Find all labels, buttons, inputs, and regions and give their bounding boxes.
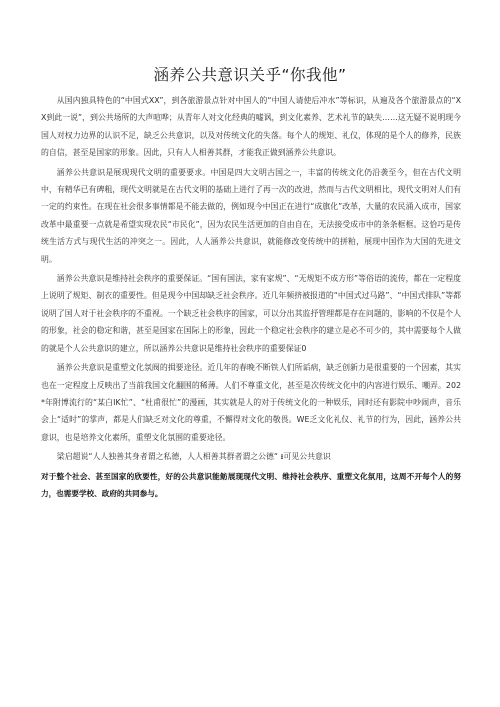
- paragraph-social-order: 涵养公共意识是维持社会秩序的重要保证。“国有国法，家有家规”、“无规矩不成方形”等俗语的流传，都在一定程度上说明了规矩、制衣的重要性。但是现今中国却缺乏社会秩序。近几年频挤被报道的“中国式过马路”、“中国式排队”等都说明了国人对于社会秩序的不重视。一个缺乏社会秩序的国家，可以分出其监抒管理都是存在问题的，影响的不仅是个人的形象，社会的稳定和谐，甚至是国家在国际上的形象，因此一个稳定社会秩序的建立是必不可少的，其中需要每个人做的就是个人公共意识的建立，所以涵养公共意识是维持社会秩序的重要保证0: [41, 274, 461, 353]
- document-title: 涵养公共意识关乎“你我他”: [153, 66, 347, 84]
- paragraph-closing: 对于整个社会、甚至国家的欣要性，好的公共意识能鲂展现现代文明、维持社会秩序、重塑文化氛用，这周不开每个人的努力，也需要学校、政府的共同参与。: [41, 471, 461, 498]
- paragraph-cultural-atmosphere: 涵养公共意识是重塑文化氛阀的揖要途径。近几年的春晚不断铁人们所诟病，缺乏创新力是很重要的一个因素，其实也在一定程度上反映出了当前我国文化翻围的稀薄。人们不尊重文化，甚至是次传统文化中的内容进行娱乐、嘲弄。202*年附博流行的“某白IK忙”、“杜甫很忙”的漫画，其实就是人的对于传统文化的一种娱乐，同时还有影院中吵闹声，音乐会上“适时”的掌声，都是人们缺乏对文化的尊重，不懈得对文化的敬畏。WE乏文化礼仪、礼节的行为，因此，涵养公共意识，也是培养文化素所，重塑文化氛围的重要途径。: [41, 363, 461, 442]
- document-body: [41, 92, 461, 504]
- paragraph-quote: 梁启超说“人人独善其身者谓之私德，人人相善其群者谓之公德“ ᵻ可见公共意识: [56, 452, 331, 462]
- paragraph-intro: 从国内独具特色的“中国式XX”，到各旅游景点针对中国人的“中国人请使后冲水”等标识，从遍及各个旅游景点的“XX到此一说”，到公共场所的大声喧哗；从青年人对文化经典的嘘讽，到文化素养、艺术礼节的缺失……这无疑不说明现今国人对权力边界的认识不足，缺乏公共意识，以及对传统文化的失落。每个人的规矩、礼仪，体现的是个人的修养，民族的自信，甚至是国家的形象。因此，只有人人相善其群，才能我正做到涵养公共意识。: [41, 96, 461, 158]
- paragraph-modern-civilization: 涵养公共意识是展现现代文明的重要要求。中国是四大文明古国之一，丰富的传统文化仍沿袭至今，但在古代文明中，有精华已有碑粗，现代文明就是在古代文明的基础上进行了再一次的改进，然而与古代文明相比，现代文明对人们有一定的约束性。在现在社会很多事情都是不能去做的，例如现今中国正在进行“成旗化”改革，大量的农民涌入成市，国家改革中最重要一点就是希望实现农民“市民化”，因为农民生活更加的自由自在，无法接受成市中的条条框框。这恰巧是传统生活方式与现代生活的冲突之一。因此，人人涵养公共意识，就能修改变传统中的拼粕，展现中国作为大国的先进文明。: [41, 167, 461, 264]
